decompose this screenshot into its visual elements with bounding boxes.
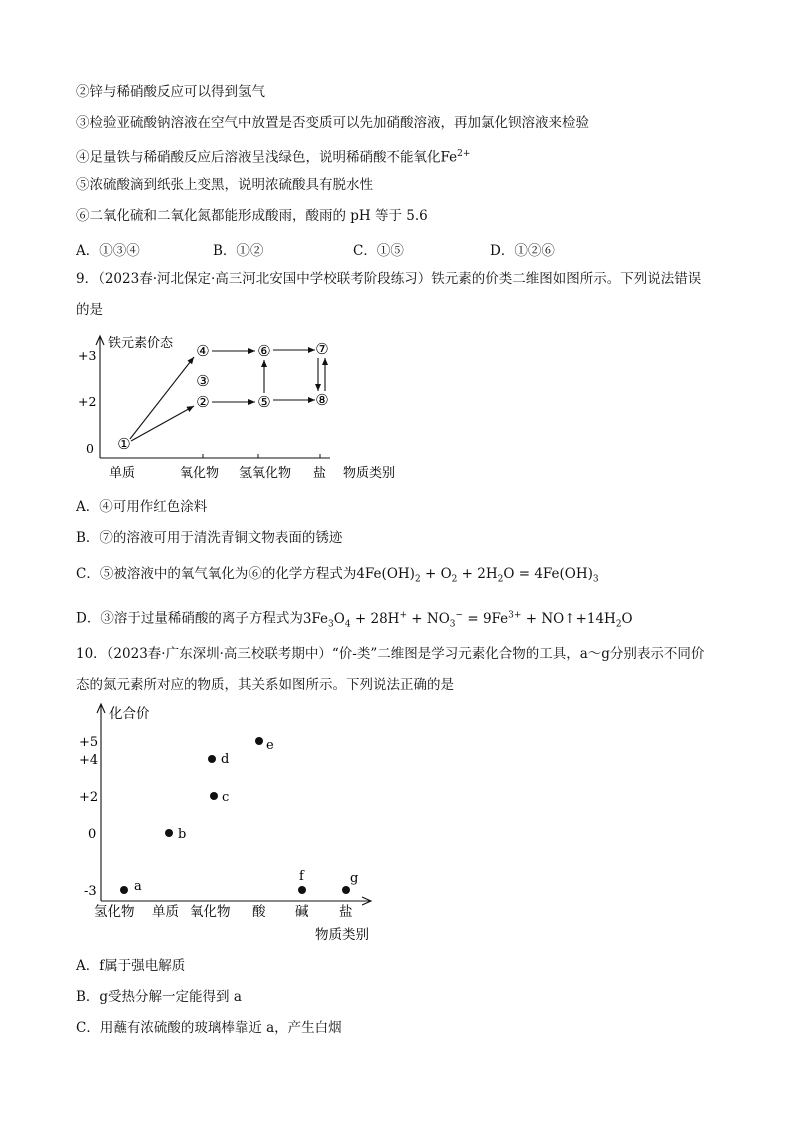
- q10-point-e: [255, 737, 263, 745]
- q9-node-2: ②: [196, 393, 210, 411]
- q10-xtick: 酸: [252, 904, 266, 920]
- q10-point-label-b: b: [178, 827, 187, 842]
- q10-point-label-d: d: [221, 752, 230, 767]
- q9-node-5: ⑤: [257, 393, 271, 411]
- q10-xtick: 盐: [339, 904, 353, 920]
- q9-equation-d: $3Fe_3O_4 + 28H^+ + NO_3^- = 9Fe^{3+}$ + $NO↑+14H_2O$: [302, 610, 633, 630]
- q9-stem-line1: 9．（2023春·河北保定·高三河北安国中学校联考阶段练习）铁元素的价类二维图如图所示。下列说法错误: [76, 271, 702, 287]
- q10-ytick: -3: [84, 884, 97, 899]
- q8-statement-6: ⑥二氧化硫和二氧化氮都能形成酸雨，酸雨的 pH 等于 5.6: [76, 208, 428, 224]
- fe-charge: 2+: [457, 149, 471, 159]
- q10-point-label-a: a: [134, 879, 142, 894]
- q10-xlabel: 物质类别: [315, 927, 369, 943]
- q10-ytick: +5: [79, 735, 99, 750]
- q8-statement-3: ③检验亚硫酸钠溶液在空气中放置是否变质可以先加硝酸溶液，再加氯化钡溶液来检验: [76, 115, 589, 131]
- q9-node-8: ⑧: [315, 391, 329, 409]
- q10-point-c: [210, 792, 218, 800]
- q9-node-7: ⑦: [315, 340, 329, 358]
- q9-ylabel: 铁元素价态: [108, 336, 174, 351]
- q9-xlabel: 物质类别: [343, 466, 396, 481]
- q8-statement-2: ②锌与稀硝酸反应可以得到氢气: [76, 84, 265, 100]
- q9-ytick: +2: [78, 394, 97, 409]
- q10-point-b: [165, 829, 173, 837]
- q10-point-a: [120, 886, 128, 894]
- q9-option-b[interactable]: B．⑦的溶液可用于清洗青铜文物表面的锈迹: [76, 530, 343, 546]
- q9-node-6: ⑥: [257, 342, 271, 360]
- q9-node-4: ④: [196, 342, 210, 360]
- q9-option-c[interactable]: C．⑤被溶液中的氧气氧化为⑥的化学方程式为$4Fe(OH)_2 + O_2 + 2H_2O = 4Fe(OH)_3$: [76, 566, 599, 585]
- q9-figure: [0, 325, 440, 490]
- q10-option-b[interactable]: B．g受热分解一定能得到 a: [76, 989, 242, 1005]
- q8-statement-5: ⑤浓硫酸滴到纸张上变黑，说明浓硫酸具有脱水性: [76, 177, 373, 193]
- q10-xtick: 氧化物: [190, 904, 231, 920]
- q8-statement-4: ④足量铁与稀硝酸反应后溶液呈浅绿色，说明稀硝酸不能氧化$Fe^{2+}$: [76, 149, 471, 166]
- q9-node-1: ①: [117, 435, 131, 453]
- q10-xtick: 氢化物: [94, 904, 135, 920]
- q10-point-d: [208, 755, 216, 763]
- q9-stem-line2: 的是: [76, 302, 103, 318]
- q8-option-d[interactable]: D．①②⑥: [490, 243, 555, 259]
- q10-point-label-e: e: [266, 738, 274, 753]
- q10-option-a[interactable]: A．f属于强电解质: [76, 958, 186, 974]
- q9-xtick: 氧化物: [180, 466, 220, 481]
- q10-xtick: 碱: [295, 904, 309, 920]
- q9-node-3: ③: [196, 372, 210, 390]
- q10-point-label-g: g: [350, 871, 359, 886]
- q10-stem-line1: 10．（2023春·广东深圳·高三校联考期中）“价-类”二维图是学习元素化合物的工具，a～g分别表示不同价: [76, 646, 705, 662]
- q8-option-c[interactable]: C．①⑤: [353, 243, 404, 259]
- q10-point-g: [342, 886, 350, 894]
- q8-option-b[interactable]: B．①②: [213, 243, 264, 259]
- q8-option-a[interactable]: A．①③④: [76, 243, 140, 259]
- q9-option-d[interactable]: D．③溶于过量稀硝酸的离子方程式为$3Fe_3O_4 + 28H^+ + NO_3^- = 9Fe^{3+}$ + $NO↑+14H_2O$: [76, 610, 633, 630]
- q10-point-label-c: c: [222, 790, 230, 805]
- q9-ytick: 0: [86, 441, 94, 456]
- q10-ytick: 0: [88, 827, 97, 842]
- q9-equation-c: $4Fe(OH)_2 + O_2 + 2H_2O = 4Fe(OH)_3$: [356, 566, 599, 585]
- q9-xtick: 氢氧化物: [239, 466, 292, 481]
- q10-ytick: +2: [79, 790, 99, 805]
- q10-xtick: 单质: [152, 904, 179, 920]
- q10-option-c[interactable]: C．用蘸有浓硫酸的玻璃棒靠近 a，产生白烟: [76, 1020, 342, 1036]
- q9-arrow-1-4: [130, 357, 194, 439]
- q9-xtick: 盐: [313, 466, 327, 481]
- q10-ylabel: 化合价: [109, 706, 150, 722]
- q10-figure: [0, 698, 420, 948]
- q10-stem-line2: 态的氮元素所对应的物质，其关系如图所示。下列说法正确的是: [76, 677, 454, 693]
- q9-option-a[interactable]: A．④可用作红色涂料: [76, 499, 208, 515]
- q10-ytick: +4: [79, 753, 99, 768]
- q10-point-label-f: f: [299, 869, 304, 884]
- q9-arrow-1-2: [131, 406, 194, 441]
- q9-ytick: +3: [78, 348, 97, 363]
- q10-point-f: [298, 886, 306, 894]
- q9-xtick: 单质: [109, 466, 136, 481]
